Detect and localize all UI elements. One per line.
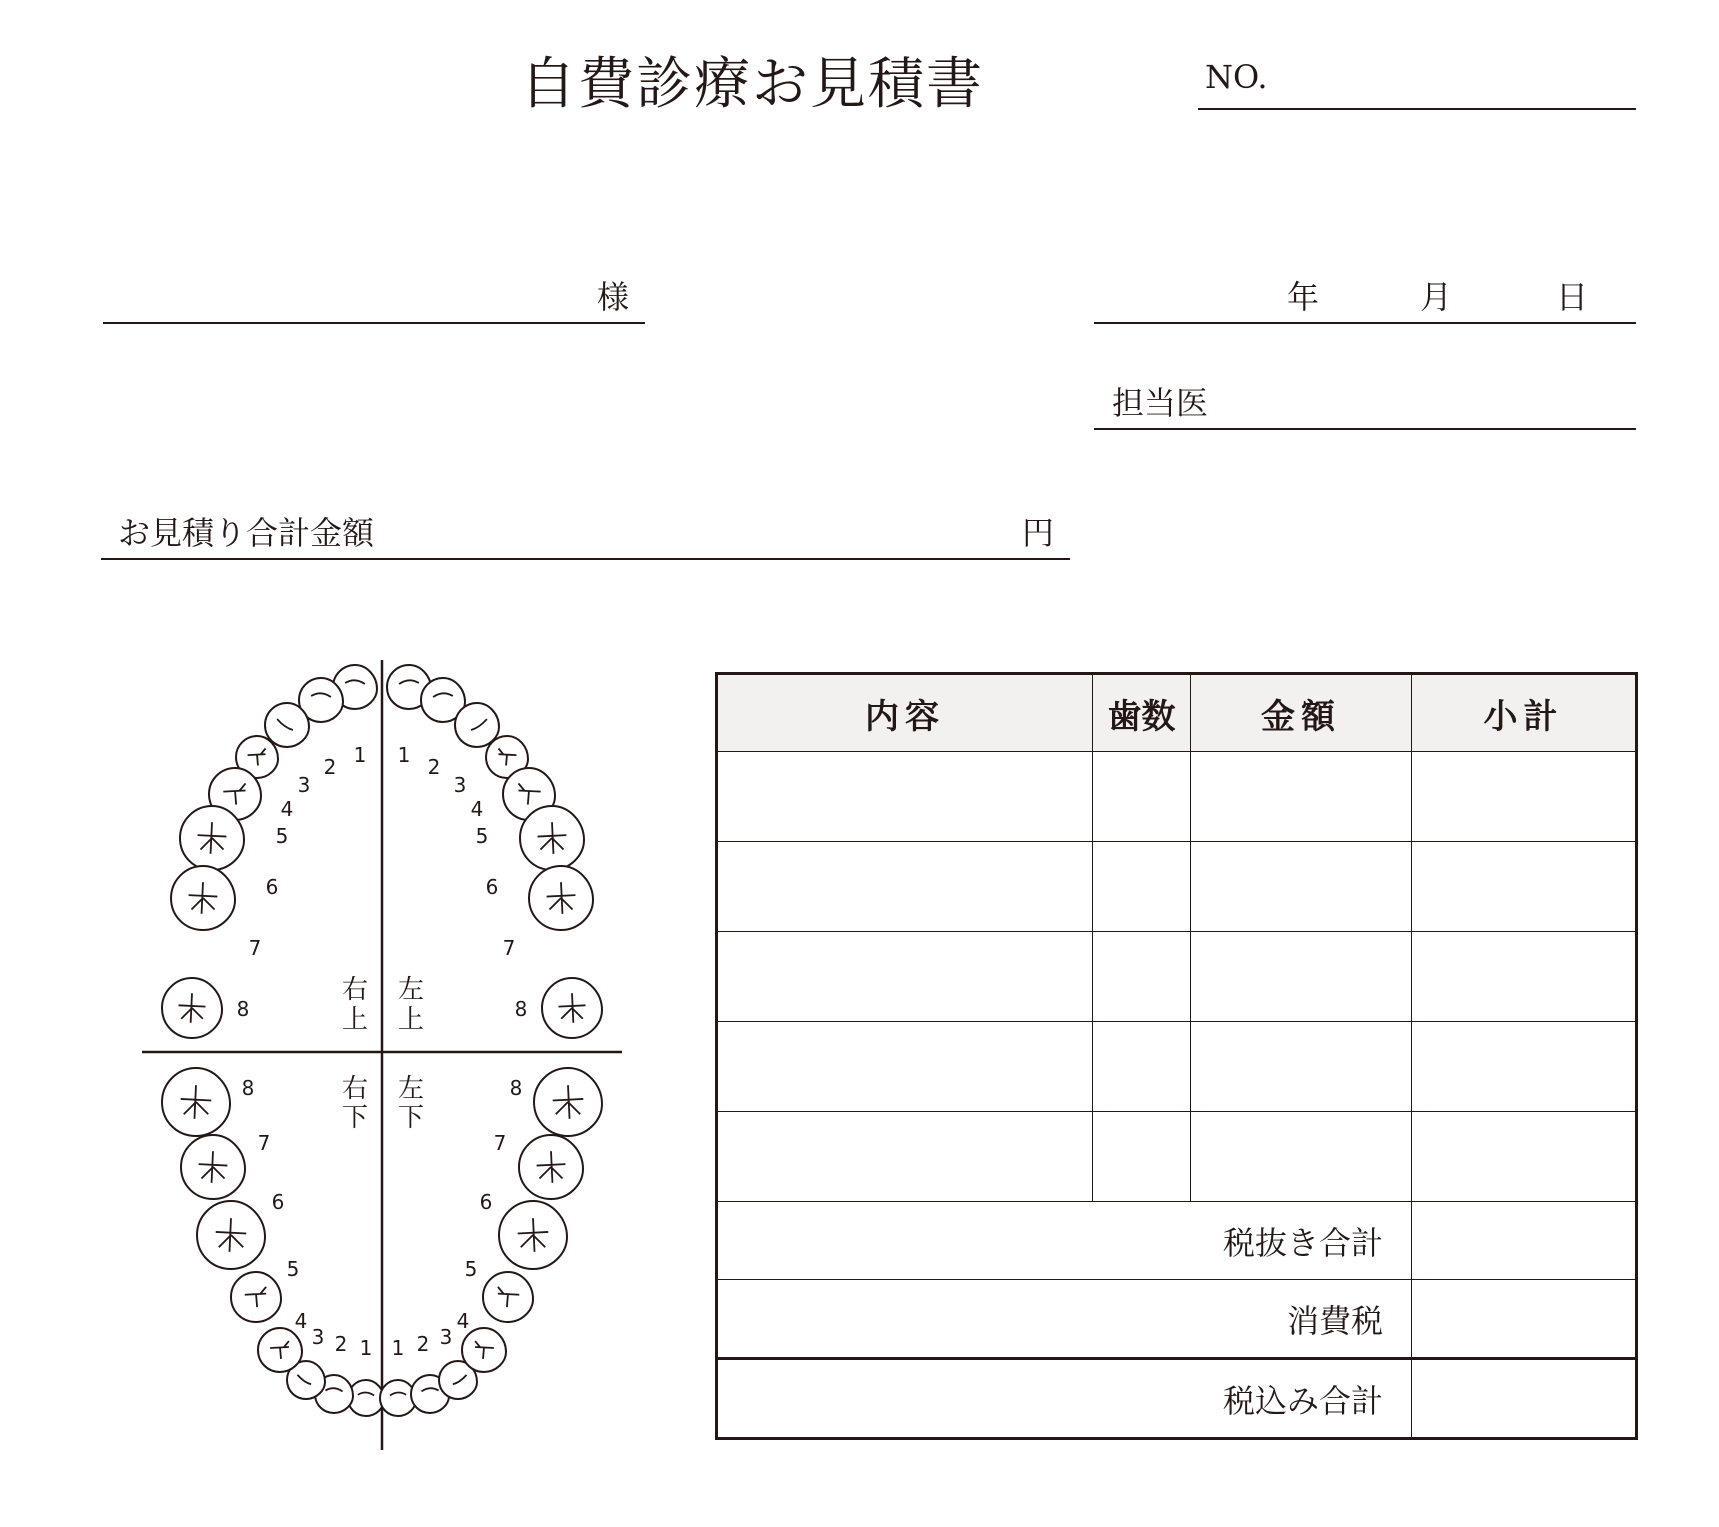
table-row xyxy=(717,932,1637,1022)
table-row xyxy=(717,752,1637,842)
header-tooth-count: 歯数 xyxy=(1093,674,1191,752)
tooth-lower-right-6 xyxy=(197,1201,265,1269)
tooth-upper-right-7 xyxy=(171,866,235,930)
tooth-lower-right-7 xyxy=(181,1135,245,1199)
tooth-number-lower-left-4: 4 xyxy=(456,1309,470,1333)
total-label: 税込み合計 xyxy=(717,1359,1412,1439)
quadrant-upper-left-1: 左 xyxy=(397,975,425,1005)
cell-content[interactable] xyxy=(717,752,1093,842)
tooth-lower-left-6 xyxy=(499,1201,567,1269)
tooth-number-lower-left-7: 7 xyxy=(493,1131,507,1155)
date-day-label: 日 xyxy=(1556,278,1589,316)
cell-content[interactable] xyxy=(717,932,1093,1022)
cell-amount[interactable] xyxy=(1191,752,1412,842)
date-month-label: 月 xyxy=(1420,278,1453,316)
tooth-number-upper-left-5: 5 xyxy=(475,824,489,848)
table-header-row xyxy=(717,674,1637,752)
cell-tooth-count[interactable] xyxy=(1093,1112,1191,1202)
table-row xyxy=(717,1112,1637,1202)
doctor-label: 担当医 xyxy=(1112,384,1209,422)
quadrant-upper-left-2: 上 xyxy=(397,1005,425,1035)
estimate-total-label: お見積り合計金額 xyxy=(118,514,375,552)
tooth-number-upper-left-6: 6 xyxy=(485,875,499,899)
estimate-table xyxy=(715,672,1638,1440)
date-year-label: 年 xyxy=(1287,278,1320,316)
tooth-number-lower-right-7: 7 xyxy=(257,1131,271,1155)
cell-tooth-count[interactable] xyxy=(1093,752,1191,842)
cell-content[interactable] xyxy=(717,1112,1093,1202)
cell-subtotal[interactable] xyxy=(1412,752,1637,842)
header-content: 内容 xyxy=(717,674,1093,752)
tooth-lower-left-8 xyxy=(534,1068,602,1136)
tooth-number-upper-right-4: 4 xyxy=(280,797,294,821)
cell-tooth-count[interactable] xyxy=(1093,932,1191,1022)
subtotal-label: 税抜き合計 xyxy=(717,1202,1412,1280)
tooth-lower-right-8 xyxy=(162,1068,230,1136)
tax-value-cell[interactable] xyxy=(1412,1280,1637,1359)
tooth-chart-svg xyxy=(130,650,650,1455)
tooth-number-lower-right-2: 2 xyxy=(334,1332,348,1356)
recipient-name-field[interactable] xyxy=(103,322,645,324)
tooth-number-upper-left-2: 2 xyxy=(427,755,441,779)
quadrant-lower-right-2: 下 xyxy=(341,1103,369,1133)
tooth-number-upper-left-3: 3 xyxy=(453,773,467,797)
quadrant-lower-left-2: 下 xyxy=(397,1103,425,1133)
tooth-number-lower-right-4: 4 xyxy=(294,1309,308,1333)
cell-tooth-count[interactable] xyxy=(1093,842,1191,932)
total-row xyxy=(717,1359,1637,1439)
tooth-number-lower-left-1: 1 xyxy=(391,1336,405,1360)
number-field-line[interactable] xyxy=(1198,108,1636,110)
tooth-number-lower-right-1: 1 xyxy=(359,1336,373,1360)
cell-tooth-count[interactable] xyxy=(1093,1022,1191,1112)
quadrant-upper-right-2: 上 xyxy=(341,1005,369,1035)
cell-content[interactable] xyxy=(717,1022,1093,1112)
cell-amount[interactable] xyxy=(1191,932,1412,1022)
tooth-number-lower-right-5: 5 xyxy=(286,1257,300,1281)
header-subtotal: 小計 xyxy=(1412,674,1637,752)
tooth-chart xyxy=(130,650,650,1455)
cell-content[interactable] xyxy=(717,842,1093,932)
tooth-upper-right-3 xyxy=(265,703,309,747)
tooth-upper-right-6 xyxy=(180,806,244,870)
quadrant-lower-left-1: 左 xyxy=(397,1074,425,1104)
subtotal-row xyxy=(717,1202,1637,1280)
cell-subtotal[interactable] xyxy=(1412,932,1637,1022)
tooth-number-upper-right-2: 2 xyxy=(323,755,337,779)
tooth-upper-right-8 xyxy=(162,978,222,1038)
table-row xyxy=(717,842,1637,932)
tooth-number-upper-left-4: 4 xyxy=(470,797,484,821)
tooth-upper-left-8 xyxy=(542,978,602,1038)
tooth-number-upper-left-1: 1 xyxy=(397,743,411,767)
tooth-number-lower-left-5: 5 xyxy=(464,1257,478,1281)
cell-subtotal[interactable] xyxy=(1412,1112,1637,1202)
tooth-number-upper-right-3: 3 xyxy=(297,773,311,797)
tooth-upper-left-3 xyxy=(455,703,499,747)
tooth-number-upper-right-6: 6 xyxy=(265,875,279,899)
quadrant-upper-right-1: 右 xyxy=(341,975,369,1005)
tooth-number-lower-right-6: 6 xyxy=(271,1190,285,1214)
cell-amount[interactable] xyxy=(1191,1112,1412,1202)
number-label: NO. xyxy=(1205,58,1268,96)
date-field-line[interactable] xyxy=(1094,322,1636,324)
table-row xyxy=(717,1022,1637,1112)
tooth-upper-left-7 xyxy=(529,866,593,930)
tax-label: 消費税 xyxy=(717,1280,1412,1359)
tooth-number-lower-left-2: 2 xyxy=(416,1332,430,1356)
tooth-number-upper-right-5: 5 xyxy=(275,824,289,848)
tax-row xyxy=(717,1280,1637,1359)
cell-subtotal[interactable] xyxy=(1412,1022,1637,1112)
tooth-number-lower-left-8: 8 xyxy=(509,1076,523,1100)
tooth-lower-left-5 xyxy=(483,1272,533,1322)
tooth-lower-right-5 xyxy=(231,1272,281,1322)
tooth-number-lower-left-3: 3 xyxy=(439,1325,453,1349)
estimate-total-field-line[interactable] xyxy=(101,558,1070,560)
tooth-number-upper-right-7: 7 xyxy=(248,936,262,960)
header-amount: 金額 xyxy=(1191,674,1412,752)
tooth-number-upper-right-8: 8 xyxy=(236,997,250,1021)
recipient-suffix: 様 xyxy=(597,278,630,316)
document-title: 自費診療お見積書 xyxy=(520,52,984,117)
tooth-lower-right-4 xyxy=(258,1328,302,1372)
tooth-upper-left-6 xyxy=(520,806,584,870)
tooth-lower-left-7 xyxy=(519,1135,583,1199)
tooth-lower-left-4 xyxy=(462,1328,506,1372)
tooth-number-upper-left-8: 8 xyxy=(514,997,528,1021)
cell-amount[interactable] xyxy=(1191,1022,1412,1112)
tooth-number-lower-right-3: 3 xyxy=(311,1325,325,1349)
tooth-number-lower-right-8: 8 xyxy=(241,1076,255,1100)
cell-subtotal[interactable] xyxy=(1412,842,1637,932)
doctor-field-line[interactable] xyxy=(1094,428,1636,430)
total-value-cell[interactable] xyxy=(1412,1359,1637,1439)
tooth-number-upper-right-1: 1 xyxy=(353,743,367,767)
quadrant-lower-right-1: 右 xyxy=(341,1074,369,1104)
subtotal-value-cell[interactable] xyxy=(1412,1202,1637,1280)
tooth-number-lower-left-6: 6 xyxy=(479,1190,493,1214)
tooth-number-upper-left-7: 7 xyxy=(502,936,516,960)
cell-amount[interactable] xyxy=(1191,842,1412,932)
estimate-total-unit: 円 xyxy=(1022,514,1055,552)
